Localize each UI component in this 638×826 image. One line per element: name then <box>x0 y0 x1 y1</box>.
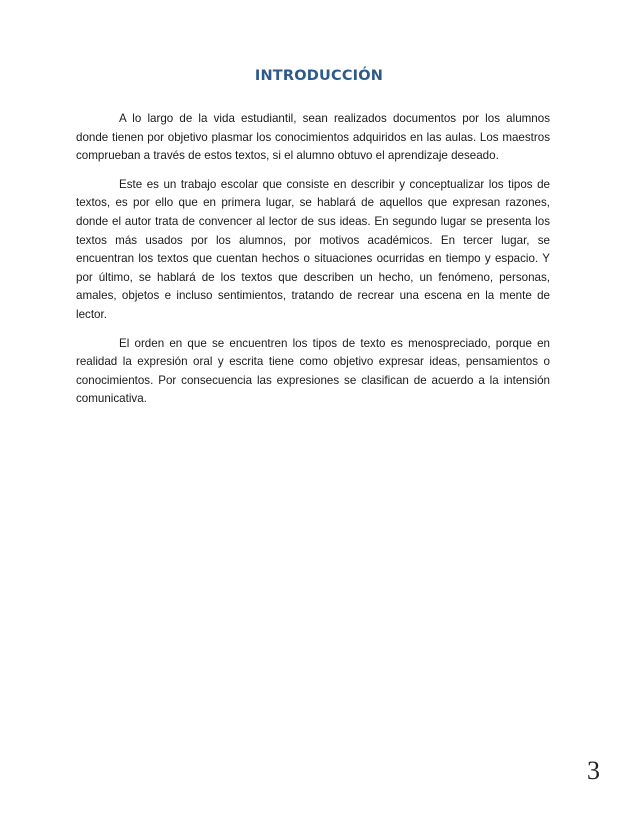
paragraph-3: El orden en que se encuentren los tipos de texto es menospreciado, porque en realidad la expresión oral y escrita tiene como objetivo expresar ideas, pensamientos o conocimientos. Por consecuencia las expresiones se clasifican de acuerdo a la intensión comunicativa. <box>76 336 550 406</box>
paragraph-1: A lo largo de la vida estudiantil, sean realizados documentos por los alumnos donde tienen por objetivo plasmar los conocimientos adquiridos en las aulas. Los maestros comprueban a través de estos textos, si el alumno obtuvo el aprendizaje deseado. <box>76 112 550 163</box>
page-title: INTRODUCCIÓN <box>254 68 384 84</box>
body-text <box>76 110 550 419</box>
paragraph-2: Este es un trabajo escolar que consiste en describir y conceptualizar los tipos de textos, es por ello que en primera lugar, se hablará de aquellos que expresan razones, donde el autor trata de convencer al lector de sus ideas. En segundo lugar se presenta los textos más usados por los alumnos, por motivos académicos. En tercer lugar, se encuentran los textos que cuentan hechos o situaciones ocurridas en tiempo y espacio. Y por último, se hablará de los textos que describen un hecho, un fenómeno, personas, amales, objetos e incluso sentimientos, tratando de recrear una escena en la mente de lector. <box>76 177 550 321</box>
page-number: 3 <box>587 756 600 785</box>
